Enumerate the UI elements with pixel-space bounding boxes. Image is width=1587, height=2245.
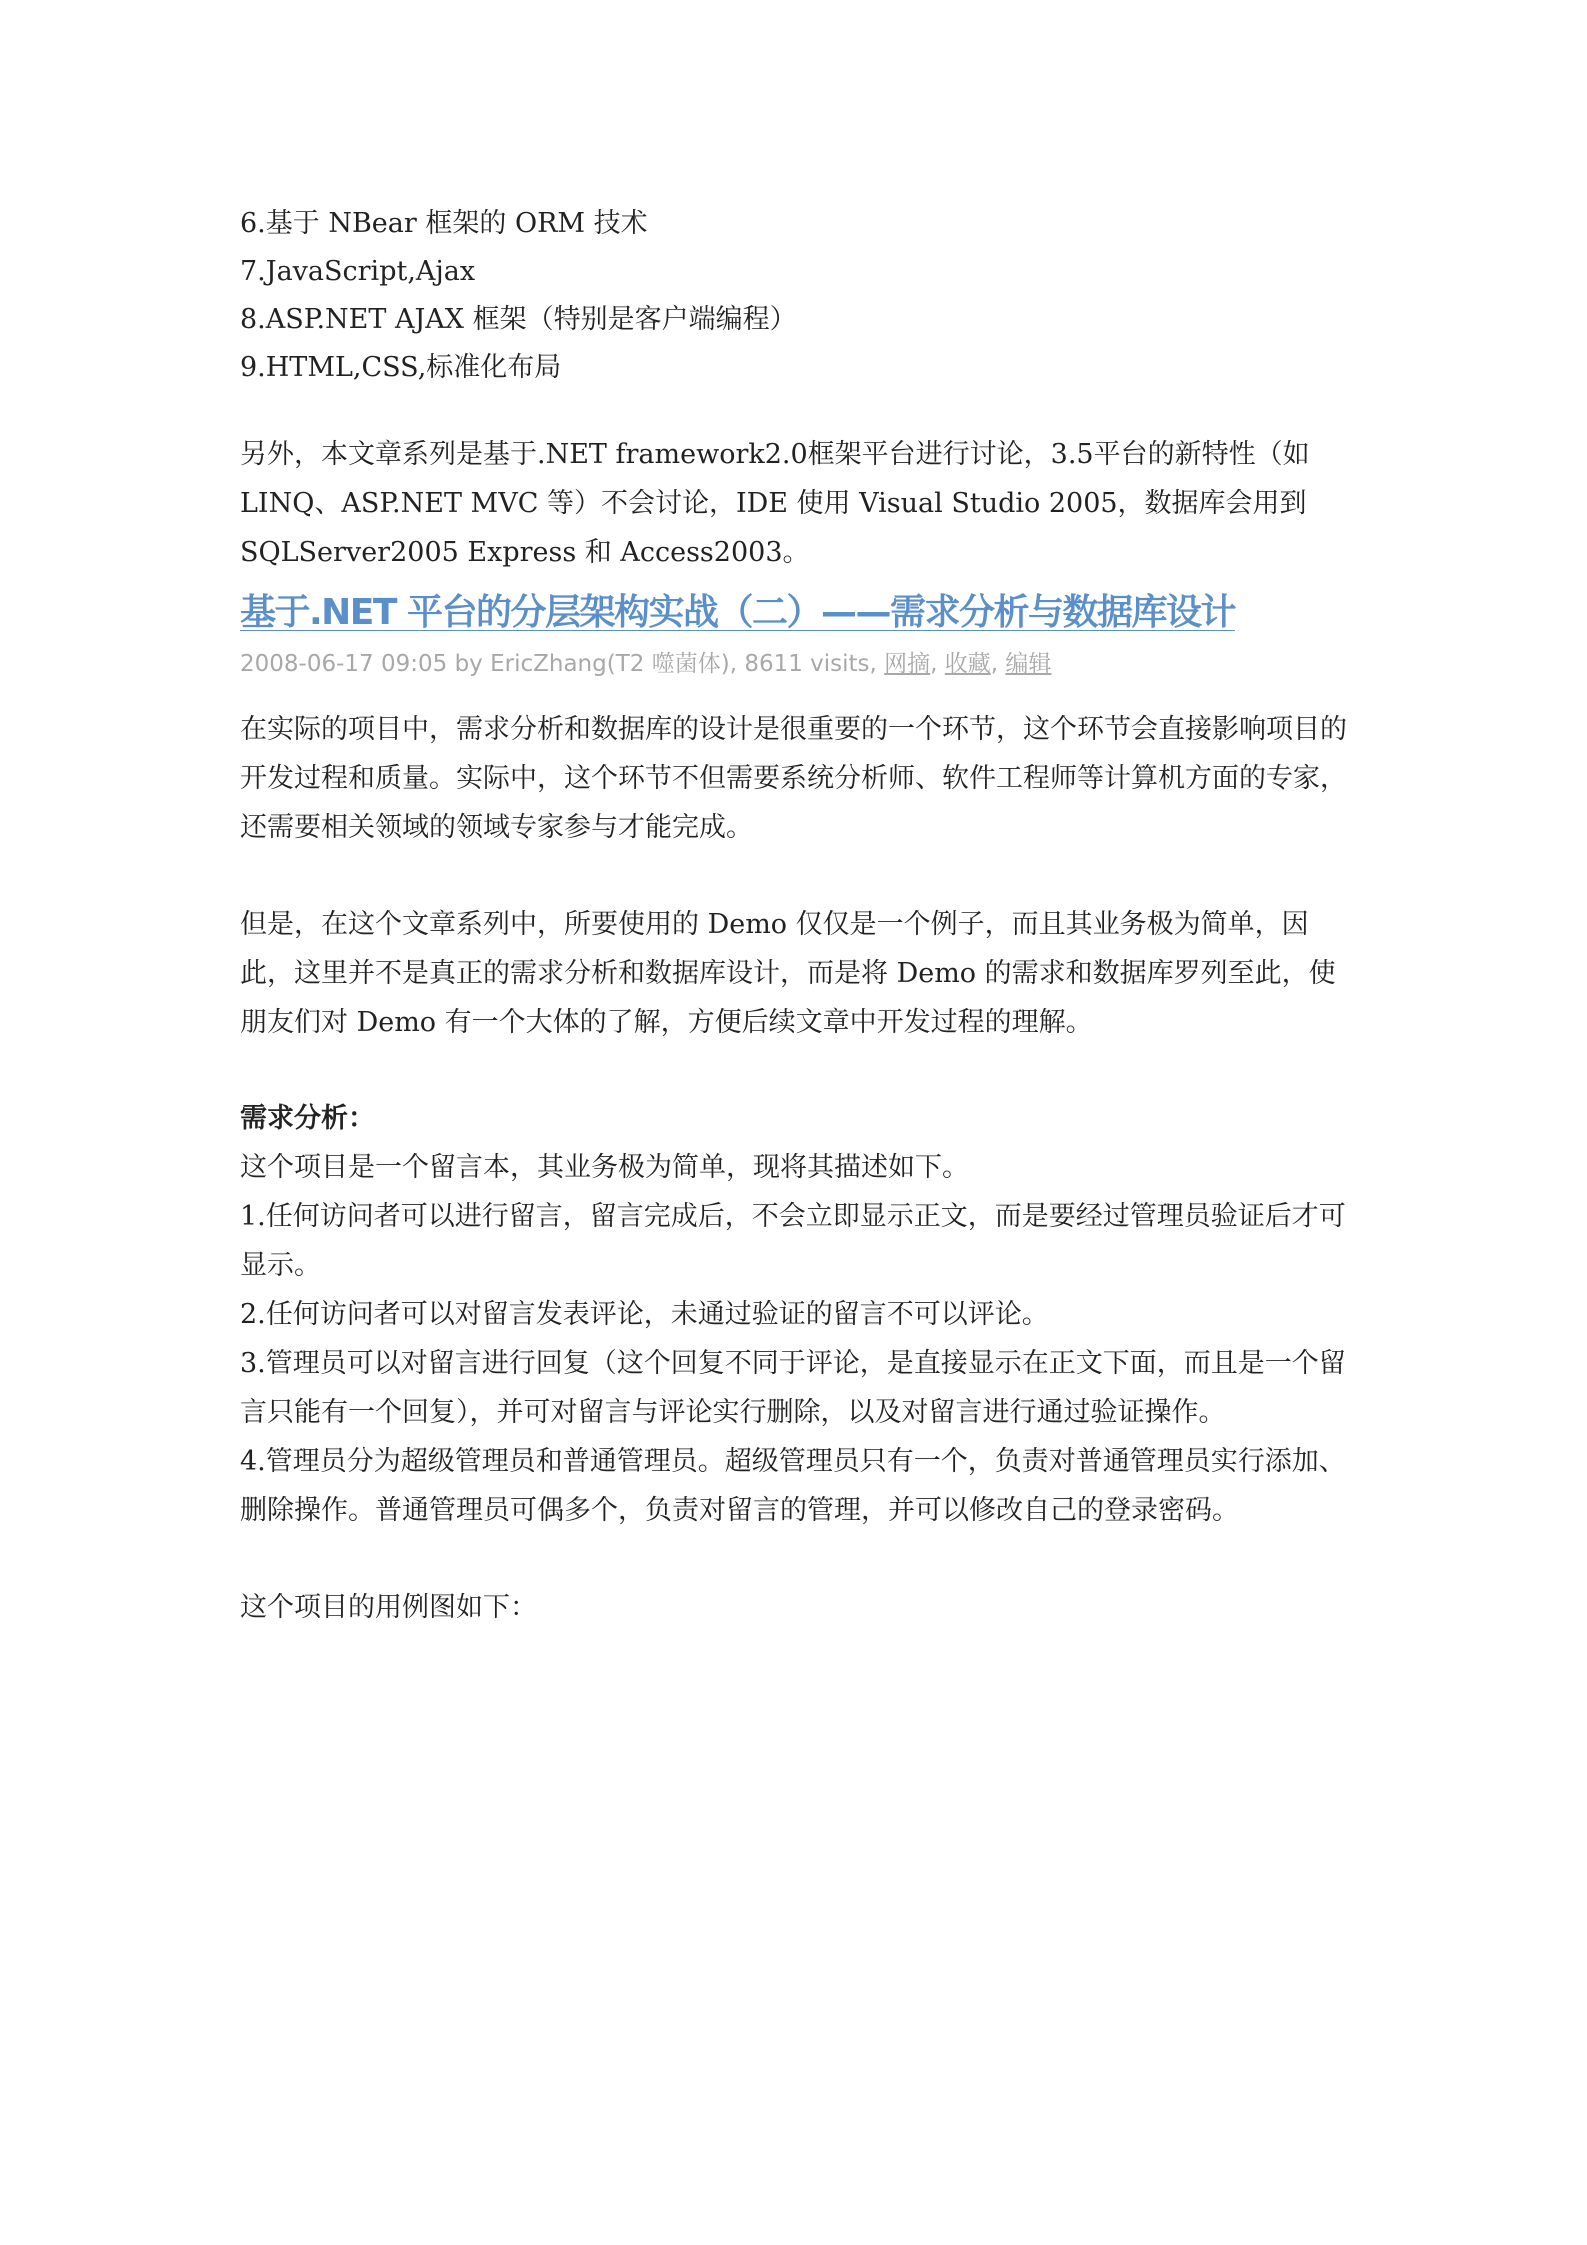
article-meta: 2008-06-17 09:05 by EricZhang(T2 噬菌体), 8611 visits, 网摘, 收藏, 编辑 [240,651,1052,677]
article-title-link[interactable]: 基于.NET 平台的分层架构实战（二）——需求分析与数据库设计 [240,592,1235,633]
article-paragraph: 但是，在这个文章系列中，所要使用的 Demo 仅仅是一个例子，而且其业务极为简单，因此，这里并不是真正的需求分析和数据库设计，而是将 Demo 的需求和数据库罗列至此，使朋友们对 Demo 有一个大体的了解，方便后续文章中开发过程的理解。 [240,909,1336,1038]
favorite-link[interactable]: 收藏 [944,651,991,677]
tech-list-item: 7.JavaScript,Ajax [240,256,476,287]
tech-list [240,200,1360,392]
requirement-item: 4.管理员分为超级管理员和普通管理员。超级管理员只有一个，负责对普通管理员实行添加、删除操作。普通管理员可偶多个，负责对留言的管理，并可以修改自己的登录密码。 [240,1446,1346,1526]
edit-link[interactable]: 编辑 [1005,651,1052,677]
article-visits: 8611 visits [744,651,870,677]
tech-list-item: 6.基于 NBear 框架的 ORM 技术 [240,208,648,239]
tech-list-item: 9.HTML,CSS,标准化布局 [240,352,562,383]
bookmark-link[interactable]: 网摘 [884,651,931,677]
use-case-intro: 这个项目的用例图如下： [240,1592,537,1623]
requirement-item: 3.管理员可以对留言进行回复（这个回复不同于评论，是直接显示在正文下面，而且是一个留言只能有一个回复），并可对留言与评论实行删除，以及对留言进行通过验证操作。 [240,1348,1346,1428]
article-by: by [454,651,483,677]
requirement-item: 1.任何访问者可以进行留言，留言完成后，不会立即显示正文，而是要经过管理员验证后才可显示。 [240,1201,1346,1281]
article-date: 2008-06-17 09:05 [240,651,448,677]
article-paragraph: 在实际的项目中，需求分析和数据库的设计是很重要的一个环节，这个环节会直接影响项目的开发过程和质量。实际中，这个环节不但需要系统分析师、软件工程师等计算机方面的专家，还需要相关领域的领域专家参与才能完成。 [240,714,1347,843]
requirements-intro: 这个项目是一个留言本，其业务极为简单，现将其描述如下。 [240,1152,969,1183]
document-page [240,200,1360,1632]
tech-list-item: 8.ASP.NET AJAX 框架（特别是客户端编程） [240,304,797,335]
requirement-item: 2.任何访问者可以对留言发表评论，未通过验证的留言不可以评论。 [240,1299,1049,1330]
article-author: EricZhang(T2 噬菌体) [490,651,730,677]
intro-note: 另外，本文章系列是基于.NET framework2.0框架平台进行讨论，3.5平台的新特性（如LINQ、ASP.NET MVC 等）不会讨论，IDE 使用 Visual Studio 2005，数据库会用到 SQLServer2005 Express 和 Access2003。 [240,439,1310,568]
requirements-heading: 需求分析： [240,1103,375,1134]
